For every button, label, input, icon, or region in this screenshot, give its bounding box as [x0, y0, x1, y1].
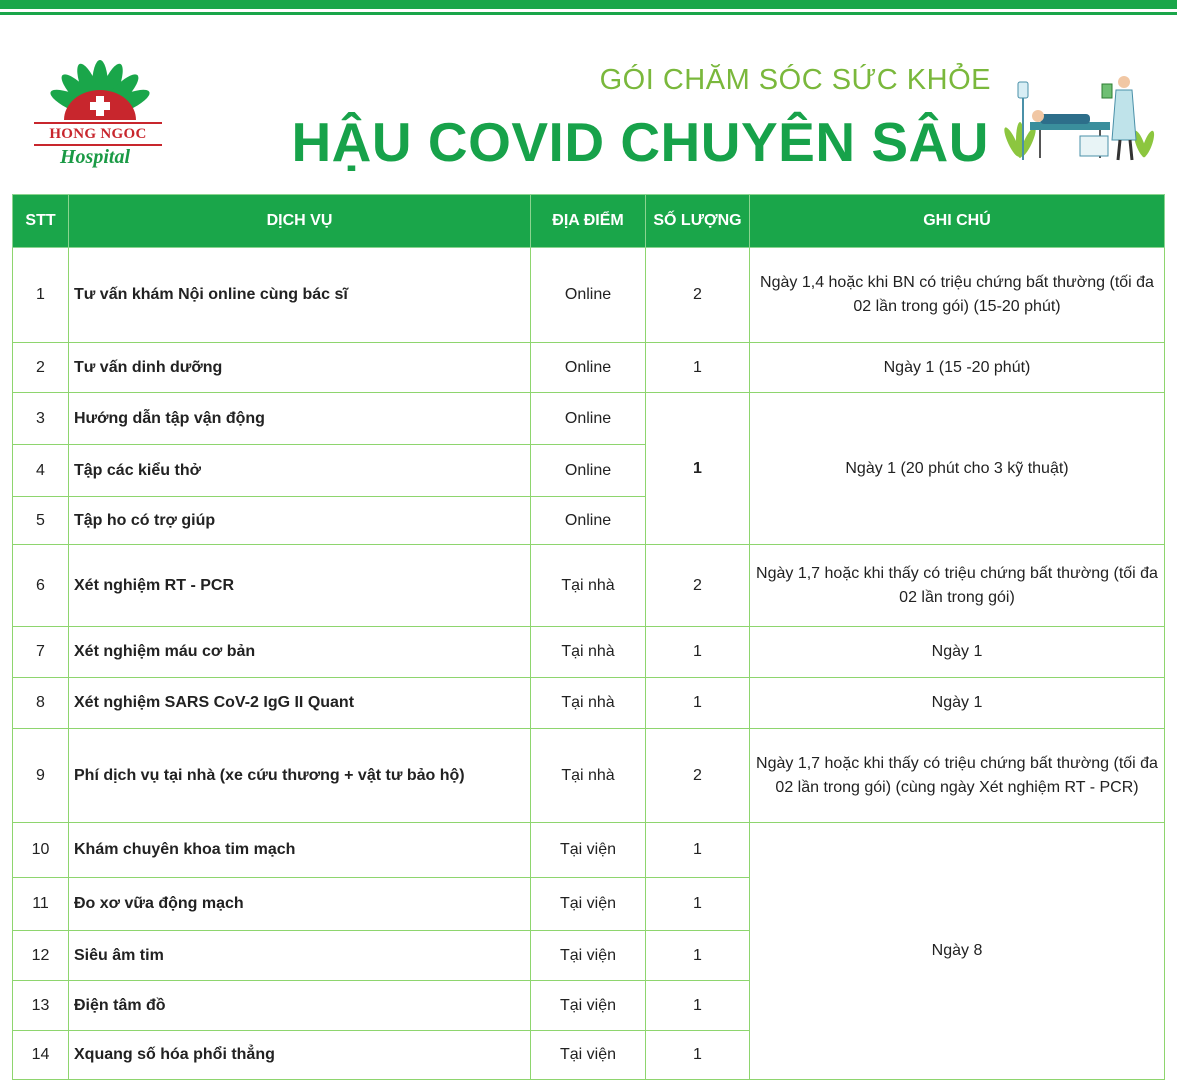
- row-service: Tư vấn dinh dưỡng: [69, 343, 531, 393]
- row-service: Tập các kiểu thở: [69, 445, 531, 497]
- row-quantity: 1: [646, 627, 750, 678]
- row-service: Phí dịch vụ tại nhà (xe cứu thương + vật tư bảo hộ): [69, 729, 531, 823]
- header-stt: STT: [13, 195, 69, 248]
- table-row: [13, 823, 1165, 878]
- row-quantity: 2: [646, 545, 750, 627]
- row-stt: 1: [13, 248, 69, 343]
- row-quantity: 1: [646, 343, 750, 393]
- logo-name: HONG NGOC: [34, 122, 162, 146]
- header-quantity: SỐ LƯỢNG: [646, 195, 750, 248]
- row-location: Tại viện: [531, 878, 646, 931]
- row-location: Online: [531, 343, 646, 393]
- row-location: Online: [531, 393, 646, 445]
- top-stripe-thin: [0, 12, 1177, 15]
- row-location: Tại nhà: [531, 545, 646, 627]
- row-service: Đo xơ vữa động mạch: [69, 878, 531, 931]
- table-row: [13, 248, 1165, 343]
- row-note: Ngày 1,7 hoặc khi thấy có triệu chứng bất thường (tối đa 02 lần trong gói): [750, 545, 1165, 627]
- header-service: DỊCH VỤ: [69, 195, 531, 248]
- lotus-logo-icon: [30, 56, 170, 126]
- row-note: Ngày 1,4 hoặc khi BN có triệu chứng bất thường (tối đa 02 lần trong gói) (15-20 phút): [750, 248, 1165, 343]
- row-location: Tại nhà: [531, 627, 646, 678]
- table-row: [13, 729, 1165, 823]
- row-stt: 13: [13, 981, 69, 1031]
- row-service: Xquang số hóa phổi thẳng: [69, 1031, 531, 1080]
- row-note: Ngày 8: [750, 823, 1165, 1080]
- row-quantity: 2: [646, 248, 750, 343]
- row-stt: 3: [13, 393, 69, 445]
- page-title: HẬU COVID CHUYÊN SÂU: [291, 111, 989, 173]
- header-location: ĐỊA ĐIỂM: [531, 195, 646, 248]
- row-service: Điện tâm đồ: [69, 981, 531, 1031]
- row-service: Tập ho có trợ giúp: [69, 497, 531, 545]
- row-location: Online: [531, 445, 646, 497]
- row-location: Tại viện: [531, 1031, 646, 1080]
- row-stt: 11: [13, 878, 69, 931]
- row-location: Tại viện: [531, 931, 646, 981]
- row-note: Ngày 1 (20 phút cho 3 kỹ thuật): [750, 393, 1165, 545]
- row-service: Xét nghiệm RT - PCR: [69, 545, 531, 627]
- row-stt: 14: [13, 1031, 69, 1080]
- header-note: GHI CHÚ: [750, 195, 1165, 248]
- row-stt: 6: [13, 545, 69, 627]
- row-note: Ngày 1: [750, 627, 1165, 678]
- table-row: [13, 627, 1165, 678]
- row-note: Ngày 1,7 hoặc khi thấy có triệu chứng bất thường (tối đa 02 lần trong gói) (cùng ngày Xét nghiệm RT - PCR): [750, 729, 1165, 823]
- row-service: Xét nghiệm máu cơ bản: [69, 627, 531, 678]
- row-quantity: 1: [646, 823, 750, 878]
- row-stt: 5: [13, 497, 69, 545]
- services-table: [12, 194, 1165, 1080]
- row-stt: 4: [13, 445, 69, 497]
- doctor-patient-illustration-icon: [1000, 70, 1155, 170]
- row-quantity: 2: [646, 729, 750, 823]
- row-note: Ngày 1: [750, 678, 1165, 729]
- row-quantity: 1: [646, 878, 750, 931]
- row-quantity: 1: [646, 393, 750, 545]
- row-service: Tư vấn khám Nội online cùng bác sĩ: [69, 248, 531, 343]
- hospital-logo: [30, 56, 170, 176]
- row-stt: 7: [13, 627, 69, 678]
- row-stt: 10: [13, 823, 69, 878]
- page-subtitle: GÓI CHĂM SÓC SỨC KHỎE: [599, 64, 991, 96]
- row-location: Tại nhà: [531, 678, 646, 729]
- table-row: [13, 393, 1165, 445]
- row-location: Tại viện: [531, 981, 646, 1031]
- row-quantity: 1: [646, 1031, 750, 1080]
- row-location: Online: [531, 248, 646, 343]
- top-stripe: [0, 0, 1177, 9]
- row-location: Online: [531, 497, 646, 545]
- row-quantity: 1: [646, 981, 750, 1031]
- table-header-row: [13, 195, 1165, 248]
- table-row: [13, 545, 1165, 627]
- row-stt: 9: [13, 729, 69, 823]
- table-row: [13, 678, 1165, 729]
- row-service: Siêu âm tim: [69, 931, 531, 981]
- row-stt: 12: [13, 931, 69, 981]
- row-location: Tại nhà: [531, 729, 646, 823]
- logo-sub: Hospital: [60, 146, 131, 168]
- row-stt: 2: [13, 343, 69, 393]
- row-quantity: 1: [646, 931, 750, 981]
- row-location: Tại viện: [531, 823, 646, 878]
- row-stt: 8: [13, 678, 69, 729]
- table-row: [13, 343, 1165, 393]
- row-quantity: 1: [646, 678, 750, 729]
- row-service: Hướng dẫn tập vận động: [69, 393, 531, 445]
- row-service: Xét nghiệm SARS CoV-2 IgG II Quant: [69, 678, 531, 729]
- row-note: Ngày 1 (15 -20 phút): [750, 343, 1165, 393]
- row-service: Khám chuyên khoa tim mạch: [69, 823, 531, 878]
